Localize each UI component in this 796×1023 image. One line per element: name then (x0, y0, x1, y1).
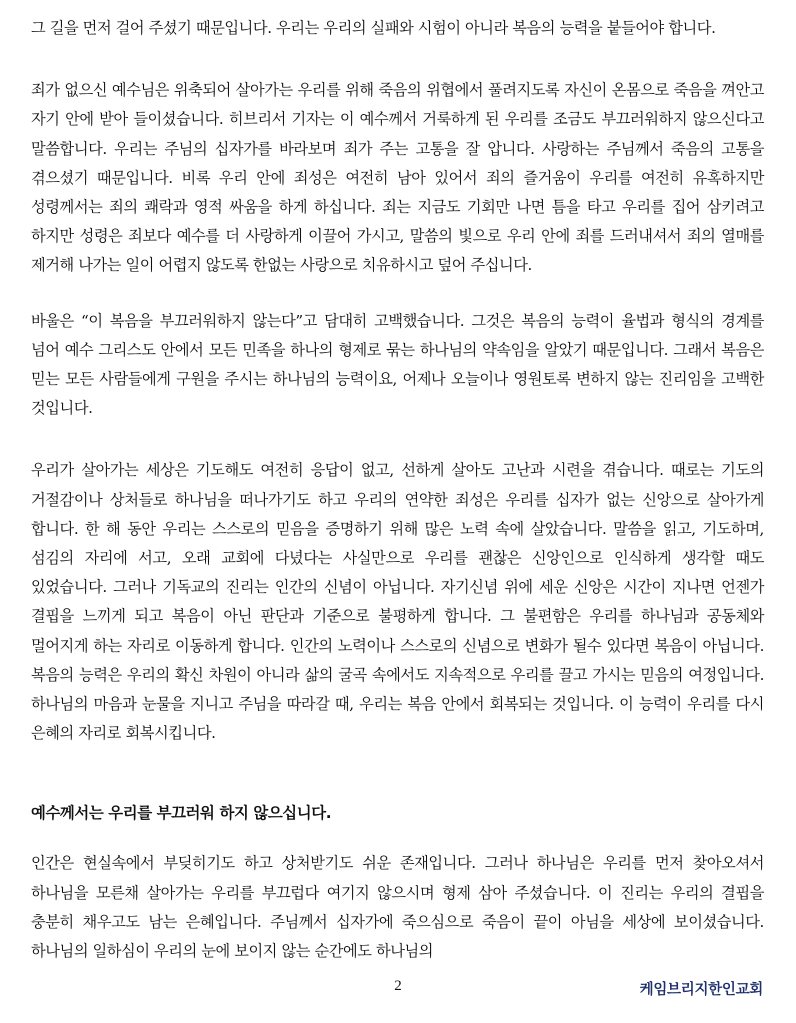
paragraph-1: 그 길을 먼저 걸어 주셨기 때문입니다. 우리는 우리의 실패와 시험이 아니라 복음의 능력을 붙들어야 합니다. (31, 19, 716, 37)
section-heading: 예수께서는 우리를 부끄러워 하지 않으십니다. (31, 804, 332, 823)
paragraph-5: 인간은 현실속에서 부딪히기도 하고 상처받기도 쉬운 존재입니다. 그러나 하나님은 우리를 먼저 찾아오셔서 하나님을 모른채 살아가는 우리를 부끄럽다 여기지 않으시며 형제 삼아 주셨습니다. 이 진리는 우리의 결핍을 충분히 채우고도 남는 은혜입니다. 주님께서 십자가에 죽으심으로 죽음이 끝이 아님을 세상에 보이셨습니다. 하나님의 일하심이 우리의 눈에 보이지 않는 순간에도 하나님의 (31, 854, 764, 961)
church-name: 케임브리지한인교회 (639, 982, 763, 998)
document-body (31, 14, 764, 966)
paragraph-2: 죄가 없으신 예수님은 위축되어 살아가는 우리를 위해 죽음의 위협에서 풀려지도록 자신이 온몸으로 죽음을 껴안고 자기 안에 받아 들이셨습니다. 히브리서 기자는 이 예수께서 거룩하게 된 우리를 조금도 부끄러워하지 않으신다고 말씀합니다. 우리는 주님의 십자가를 바라보며 죄가 주는 고통을 잘 압니다. 사랑하는 주님께서 죽음의 고통을 겪으셨기 때문입니다. 비록 우리 안에 죄성은 여전히 남아 있어서 죄의 즐거움이 우리를 여전히 유혹하지만 성령께서는 죄의 쾌락과 영적 싸움을 하게 하십니다. 죄는 지금도 기회만 나면 틈을 타고 우리를 집어 삼키려고 하지만 성령은 죄보다 예수를 더 사랑하게 이끌어 가시고, 말씀의 빛으로 우리 안에 죄를 드러내셔서 죄의 열매를 제거해 나가는 일이 어렵지 않도록 한없는 사랑으로 치유하시고 덮어 주십니다. (31, 81, 764, 275)
page-number: 2 (394, 978, 402, 994)
paragraph-3: 바울은 “이 복음을 부끄러워하지 않는다”고 담대히 고백했습니다. 그것은 복음의 능력이 율법과 형식의 경계를 넘어 예수 그리스도 안에서 모든 민족을 하나의 형제로 묶는 하나님의 약속임을 알았기 때문입니다. 그래서 복음은 믿는 모든 사람들에게 구원을 주시는 하나님의 능력이요, 어제나 오늘이나 영원토록 변하지 않는 진리임을 고백한 것입니다. (31, 311, 764, 418)
paragraph-4: 우리가 살아가는 세상은 기도해도 여전히 응답이 없고, 선하게 살아도 고난과 시련을 겪습니다. 때로는 기도의 거절감이나 상처들로 하나님을 떠나가기도 하고 우리의 연약한 죄성은 우리를 십자가 없는 신앙으로 살아가게 합니다. 한 해 동안 우리는 스스로의 믿음을 증명하기 위해 많은 노력 속에 살았습니다. 말씀을 읽고, 기도하며, 섬김의 자리에 서고, 오래 교회에 다녔다는 사실만으로 우리를 괜찮은 신앙인으로 인식하게 생각할 때도 있었습니다. 그러나 기독교의 진리는 인간의 신념이 아닙니다. 자기신념 위에 세운 신앙은 시간이 지나면 언젠가 결핍을 느끼게 되고 복음이 아닌 판단과 기준으로 불평하게 합니다. 그 불편함은 우리를 하나님과 공동체와 멀어지게 하는 자리로 이동하게 합니다. 인간의 노력이나 스스로의 신념으로 변화가 될수 있다면 복음이 아닙니다. 복음의 능력은 우리의 확신 차원이 아니라 삶의 굴곡 속에서도 지속적으로 우리를 끌고 가시는 믿음의 여정입니다. 하나님의 마음과 눈물을 지니고 주님을 따라갈 때, 우리는 복음 안에서 회복되는 것입니다. 이 능력이 우리를 다시 은혜의 자리로 회복시킵니다. (31, 461, 764, 743)
